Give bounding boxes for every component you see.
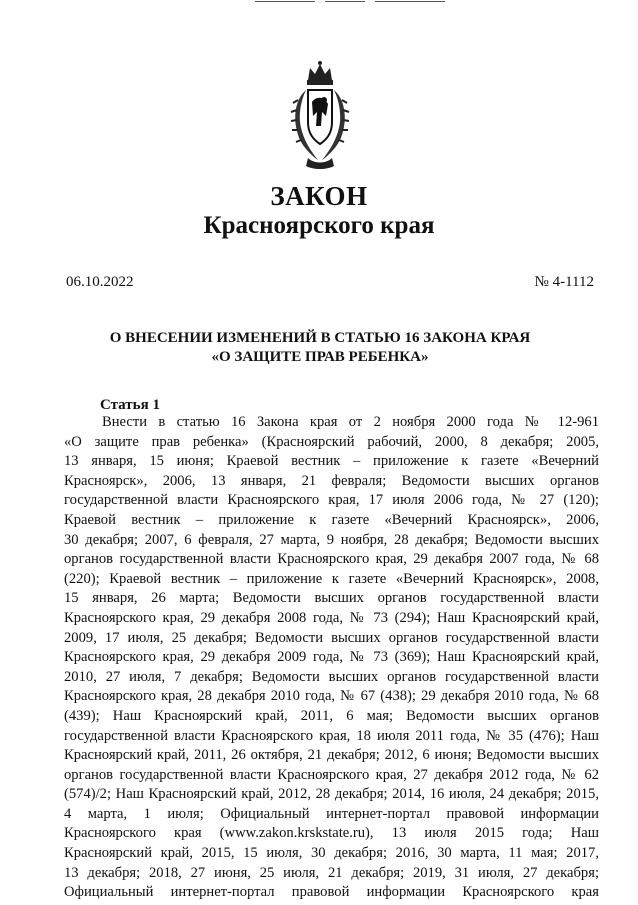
- body-line: Красноярский край, 2015, 15 июля, 30 декабря; 2016, 30 марта, 11 мая; 2017,: [64, 845, 599, 862]
- body-line: органов государственной власти Красноярского края, 29 декабря 2007 года, № 68: [64, 551, 599, 568]
- top-rule-left: [255, 1, 315, 2]
- document-subtitle: Красноярского края: [203, 212, 435, 239]
- body-line: (439); Наш Красноярский край, 2011, 6 мая; Ведомости высших органов: [64, 707, 599, 724]
- top-rule-right: [375, 1, 445, 2]
- body-line: Красноярского края (www.zakon.krskstate.ru), 13 июля 2015 года; Наш: [64, 825, 599, 842]
- document-date: 06.10.2022: [66, 274, 134, 290]
- article-body: [64, 413, 599, 903]
- body-line: 15 января, 26 марта; Ведомости высших органов государственной власти: [64, 590, 599, 607]
- body-line: Красноярского края, 29 декабря 2009 года, № 73 (369); Наш Красноярский край,: [64, 649, 599, 666]
- body-line: государственной власти Красноярского края, 18 июля 2011 года, № 35 (476); Наш: [64, 727, 599, 744]
- body-line: 13 декабря; 2018, 27 июня, 25 июля, 21 декабря; 2019, 31 июля, 27 декабря;: [64, 864, 599, 881]
- article-heading: Статья 1: [100, 397, 160, 413]
- body-line: 2010, 27 июля, 7 декабря; Ведомости высших органов государственной власти: [64, 668, 599, 685]
- body-line: 13 января, 15 июня; Краевой вестник – приложение к газете «Вечерний: [64, 453, 599, 470]
- document-number: № 4-1112: [534, 274, 594, 290]
- body-line: государственной власти Красноярского края, 17 июля 2006 года, № 27 (120);: [64, 492, 599, 509]
- body-line: Красноярский край, 2011, 26 октября, 21 декабря; 2012, 6 июня; Ведомости высших: [64, 747, 599, 764]
- body-line: «О защите прав ребенка» (Красноярский рабочий, 2000, 8 декабря; 2005,: [64, 433, 599, 450]
- body-line: Красноярск», 2006, 13 января, 21 февраля; Ведомости высших органов: [64, 472, 599, 489]
- body-line: органов государственной власти Красноярского края, 27 декабря 2012 года, № 62: [64, 766, 599, 783]
- document-title: ЗАКОН: [270, 181, 368, 211]
- body-line: (574)/2; Наш Красноярский край, 2012, 28 декабря; 2014, 16 июля, 24 декабря; 2015,: [64, 786, 599, 803]
- body-line: Красноярского края, 28 декабря 2010 года, № 67 (438); 29 декабря 2010 года, № 68: [64, 688, 599, 705]
- subject-line-1: О ВНЕСЕНИИ ИЗМЕНЕНИЙ В СТАТЬЮ 16 ЗАКОНА КРАЯ: [109, 330, 531, 346]
- coat-of-arms-emblem: [288, 60, 352, 172]
- body-line: Официальный интернет-портал правовой информации Красноярского края: [64, 884, 599, 901]
- top-rule-middle: [325, 1, 365, 2]
- body-line: 4 марта, 1 июля; Официальный интернет-портал правовой информации: [64, 805, 599, 822]
- subject-line-2: «О ЗАЩИТЕ ПРАВ РЕБЕНКА»: [211, 349, 429, 365]
- body-line: 30 декабря; 2007, 6 февраля, 27 марта, 9 ноября, 28 декабря; Ведомости высших: [64, 531, 599, 548]
- body-line: 2009, 17 июля, 25 декабря; Ведомости высших органов государственной власти: [64, 629, 599, 646]
- body-line: (220); Краевой вестник – приложение к газете «Вечерний Красноярск», 2008,: [64, 570, 599, 587]
- body-line: Красноярского края, 29 декабря 2008 года, № 73 (294); Наш Красноярский край,: [64, 609, 599, 626]
- body-line: Краевой вестник – приложение к газете «Вечерний Красноярск», 2006,: [64, 511, 599, 528]
- body-line: Внести в статью 16 Закона края от 2 ноября 2000 года № 12-961: [102, 414, 599, 430]
